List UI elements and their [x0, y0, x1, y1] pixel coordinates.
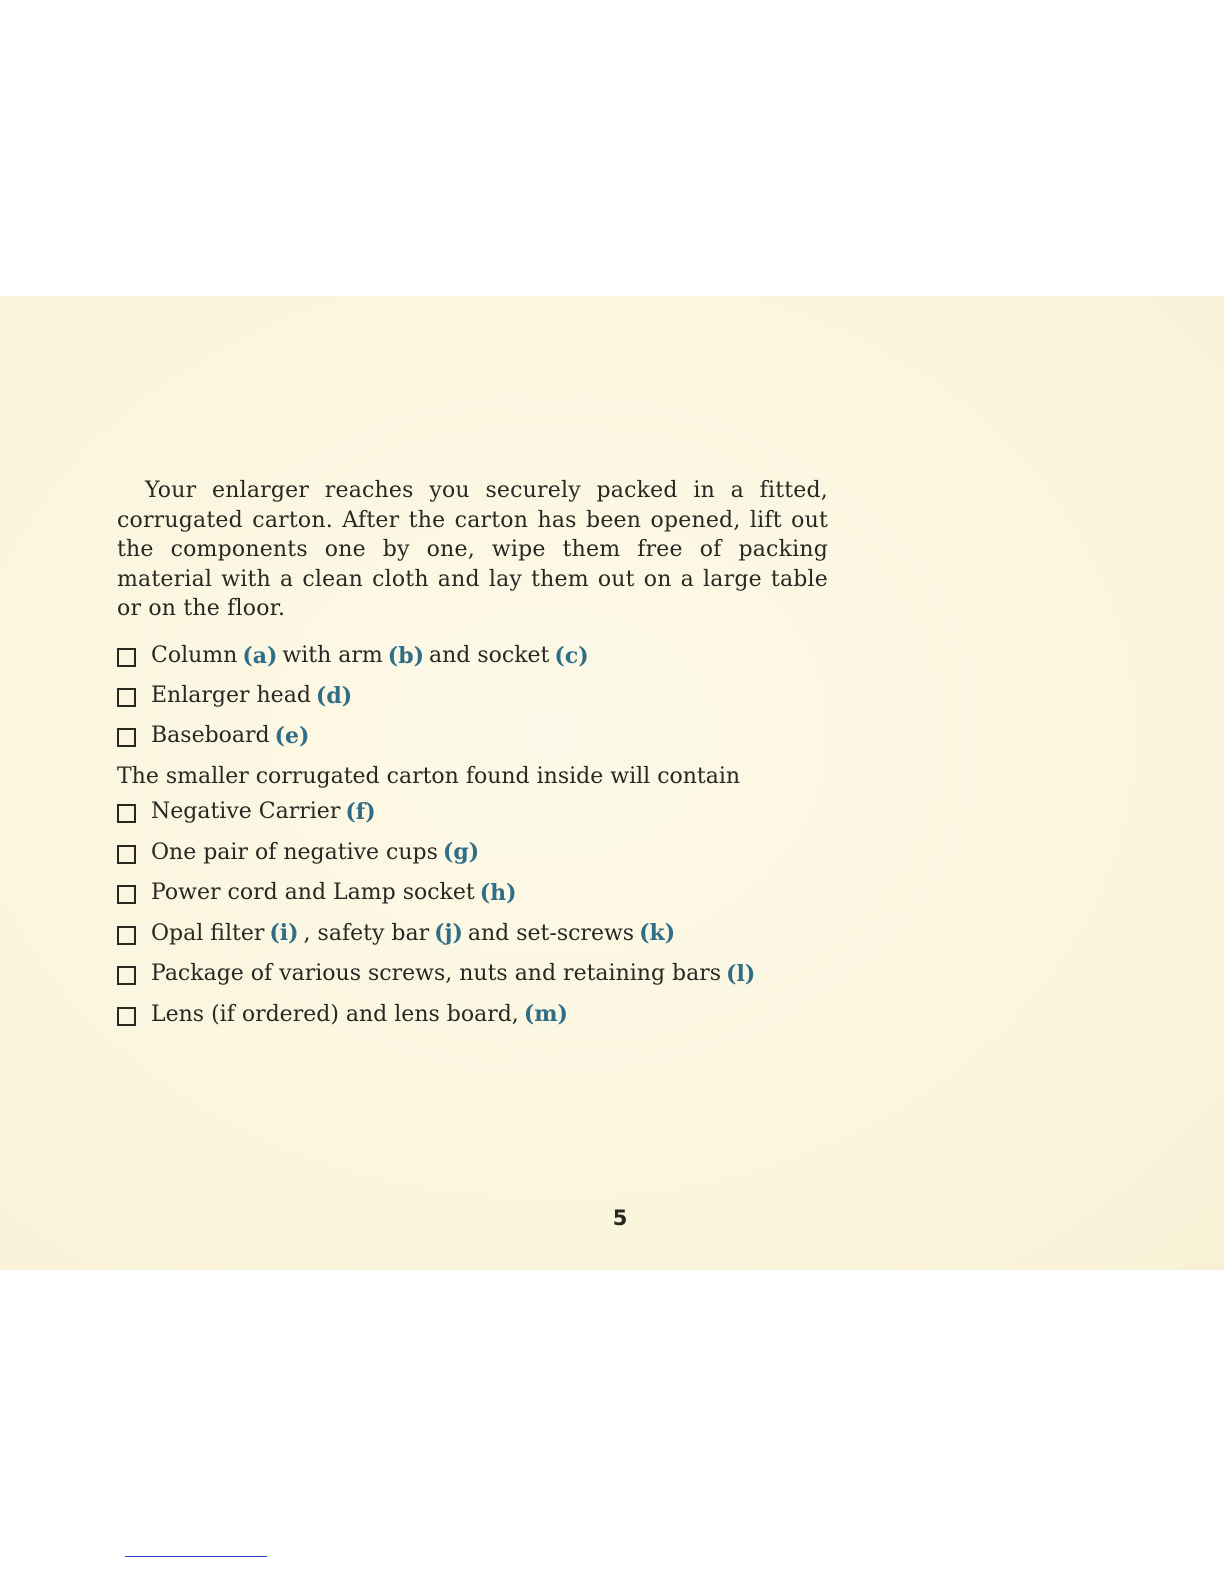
- checklist-item: [117, 636, 828, 676]
- checkbox[interactable]: [117, 926, 136, 945]
- reference-letter: (j): [434, 920, 463, 947]
- item-text: and socket: [428, 643, 550, 668]
- reference-letter: (l): [726, 960, 756, 987]
- checkbox[interactable]: [117, 966, 136, 985]
- checkbox[interactable]: [117, 1007, 136, 1026]
- reference-letter: (k): [639, 920, 676, 947]
- page-content: [117, 476, 828, 1035]
- checklist-item: [117, 954, 828, 995]
- reference-letter: (b): [387, 642, 424, 669]
- item-text: Baseboard: [151, 723, 270, 748]
- checklist-item: [117, 676, 828, 716]
- reference-letter: (m): [523, 1001, 568, 1028]
- carton-checklist: [117, 792, 828, 1035]
- item-text: Package of various screws, nuts and retaining bars: [151, 961, 722, 987]
- reference-letter: (f): [345, 798, 376, 825]
- item-text: Power cord and Lamp socket: [151, 880, 475, 906]
- checklist-item: [117, 832, 828, 873]
- reference-letter: (c): [554, 642, 589, 669]
- reference-letter: (h): [479, 879, 517, 906]
- reference-letter: (a): [242, 642, 278, 669]
- reference-letter: (i): [269, 920, 299, 947]
- checkbox[interactable]: [117, 804, 136, 823]
- reference-letter: (e): [274, 722, 310, 749]
- carton-heading: The smaller corrugated carton found inside will contain: [117, 763, 741, 789]
- item-text: Lens (if ordered) and lens board,: [151, 1001, 519, 1027]
- intro-paragraph: Your enlarger reaches you securely packed in a fitted, corrugated carton. After the carton has been opened, lift out the components one by one, wipe them free of packing material with a clean cloth and lay them out on a large table or on the floor.: [117, 478, 828, 621]
- page-number: 5: [612, 1206, 628, 1230]
- checkbox[interactable]: [117, 648, 136, 667]
- item-text: Column: [151, 643, 238, 668]
- checkbox[interactable]: [117, 728, 136, 747]
- checkbox[interactable]: [117, 885, 136, 904]
- item-text: , safety bar: [303, 920, 430, 946]
- item-text: Opal filter: [151, 920, 265, 946]
- main-checklist: [117, 636, 828, 756]
- reference-letter: (g): [442, 839, 480, 866]
- checklist-item: [117, 994, 828, 1035]
- checklist-item: [117, 792, 828, 833]
- checkbox[interactable]: [117, 845, 136, 864]
- item-text: with arm: [282, 643, 383, 668]
- item-text: Enlarger head: [151, 683, 311, 708]
- item-text: One pair of negative cups: [151, 839, 438, 865]
- checklist-item: [117, 873, 828, 914]
- checklist-item: [117, 913, 828, 954]
- item-text: Negative Carrier: [151, 799, 341, 825]
- footer-divider: [125, 1556, 267, 1557]
- checkbox[interactable]: [117, 688, 136, 707]
- reference-letter: (d): [315, 682, 353, 709]
- item-text: and set-screws: [467, 920, 635, 946]
- checklist-item: [117, 716, 828, 756]
